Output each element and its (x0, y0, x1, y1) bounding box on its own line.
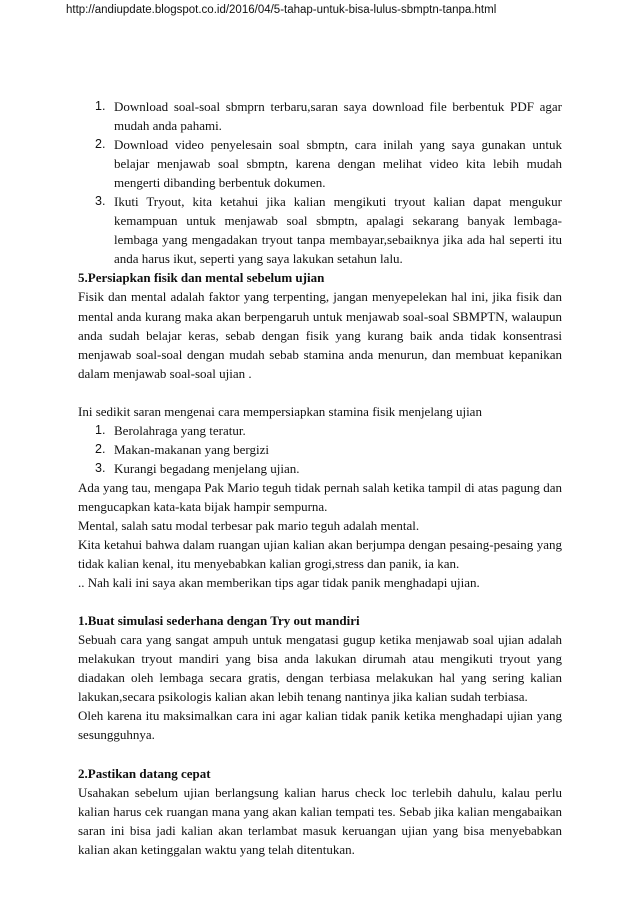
section-heading: 5.Persiapkan fisik dan mental sebelum ujian (78, 270, 325, 286)
section-heading: 2.Pastikan datang cepat (78, 765, 211, 781)
paragraph: Sebuah cara yang sangat ampuh untuk mengatasi gugup ketika menjawab soal ujian adalah melakukan tryout mandiri yang bisa anda lakukan dirumah atau mengikuti tryout yang diadakan oleh lembaga secara gratis, dengan terbiasa melakukan hal yang sering kalian lakukan,secara psikologis kalian akan lebih tenang nantinya jika kalian sudah terbiasa. (78, 632, 562, 705)
section-heading: 1.Buat simulasi sederhana dengan Try out mandiri (78, 613, 360, 629)
list-item (78, 135, 562, 192)
paragraph: Kita ketahui bahwa dalam ruangan ujian kalian akan berjumpa dengan pesaing-pesaing yang tidak kalian kenal, itu menyebabkan kalian grogi,stress dan panik, ia kan. (78, 537, 562, 572)
paragraph: Mental, salah satu modal terbesar pak mario teguh adalah mental. (78, 517, 420, 533)
list-item (78, 459, 562, 478)
document-body (78, 97, 562, 859)
list-item (78, 192, 562, 268)
paragraph: Fisik dan mental adalah faktor yang terpenting, jangan menyepelekan hal ini, jika fisik dan mental anda kurang maka akan berpengaruh untuk menjawab soal-soal SBMPTN, walaupun anda sudah belajar keras, sebab dengan fisik yang kurang baik anda tidak konsentrasi menjawab soal-soal dengan mudah sebab stamina anda menurun, dan membuat kepanikan dalam menjawab soal-soal ujian . (78, 289, 562, 381)
paragraph: .. Nah kali ini saya akan memberikan tips agar tidak panik menghadapi ujian. (78, 575, 480, 591)
paragraph: Usahakan sebelum ujian berlangsung kalian harus check loc terlebih dahulu, kalau perlu kalian harus cek ruangan mana yang akan kalian tempati tes. Sebab jika kalian mengabaikan saran ini bisa jadi kalian akan terlambat masuk keruangan ujian yang bisa menyebabkan kalian akan ketinggalan waktu yang telah ditentukan. (78, 784, 562, 857)
list-item (78, 440, 562, 459)
stamina-tips-list (78, 421, 562, 478)
list-text: Download video penyelesain soal sbmptn, cara inilah yang saya gunakan untuk belajar menjawab soal sbmptn, karena dengan melihat video kita lebih mudah mengerti dibanding berbentuk dokumen. (114, 137, 562, 191)
list-text: Berolahraga yang teratur. (114, 422, 246, 438)
list-item (78, 97, 562, 135)
list-text: Ikuti Tryout, kita ketahui jika kalian mengikuti tryout kalian dapat mengukur kemampuan untuk menjawab soal sbmptn, apalagi sekarang banyak lembaga-lembaga yang mengadakan tryout tanpa membayar,sebaiknya jika ada hal seperti itu anda harus ikut, seperti yang saya lakukan setahun lalu. (114, 194, 562, 267)
list-text: Makan-makanan yang bergizi (114, 441, 269, 457)
list-number: 3. (95, 194, 106, 209)
list-number: 3. (95, 460, 106, 475)
list-text: Download soal-soal sbmprn terbaru,saran saya download file berbentuk PDF agar mudah anda pahami. (114, 99, 562, 134)
list-number: 2. (95, 137, 106, 152)
download-tips-list (78, 97, 562, 268)
list-number: 1. (95, 422, 106, 437)
paragraph: Ada yang tau, mengapa Pak Mario teguh tidak pernah salah ketika tampil di atas pagung dan mengucapkan kata-kata bijak hampir sempurna. (78, 479, 562, 514)
list-number: 2. (95, 441, 106, 456)
paragraph: Oleh karena itu maksimalkan cara ini agar kalian tidak panik ketika menghadapi ujian yang sesungguhnya. (78, 708, 562, 743)
list-number: 1. (95, 99, 106, 113)
page-url: http://andiupdate.blogspot.co.id/2016/04/5-tahap-untuk-bisa-lulus-sbmptn-tanpa.html (66, 4, 497, 16)
list-item (78, 421, 562, 440)
paragraph: Ini sedikit saran mengenai cara mempersiapkan stamina fisik menjelang ujian (78, 403, 482, 419)
list-text: Kurangi begadang menjelang ujian. (114, 460, 300, 476)
